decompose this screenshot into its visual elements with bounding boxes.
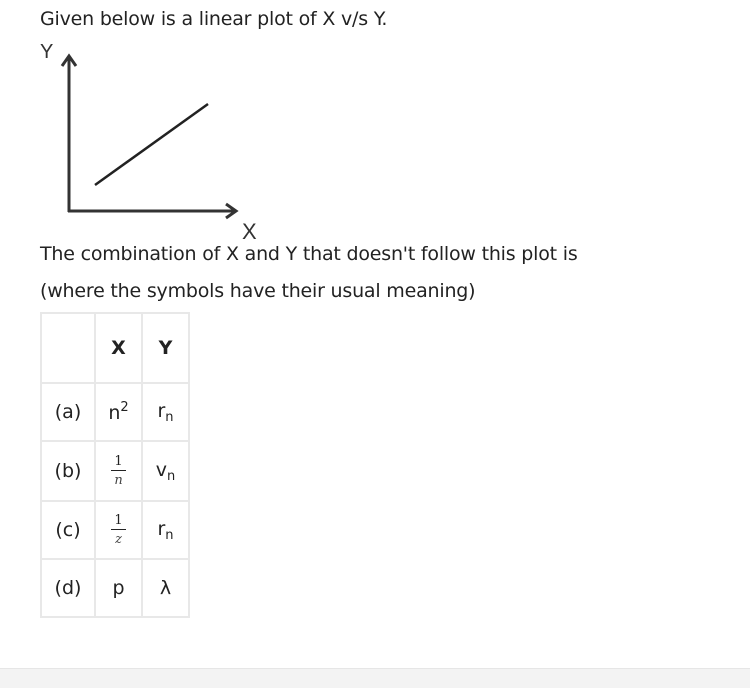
options-table [40,312,190,618]
footer-bar [0,668,750,688]
fraction [111,514,125,546]
option-label: (a) [41,383,95,441]
y-value: λ [142,559,189,617]
table-row-a [41,383,189,441]
y-subscript: n [167,468,176,484]
denominator: z [115,532,122,547]
numerator: 1 [111,514,125,530]
x-superscript: 2 [120,400,129,415]
x-axis-label: X [242,219,257,244]
y-base: r [157,517,166,540]
y-value [142,441,189,501]
y-base: r [157,399,166,422]
x-value [95,383,142,441]
question-intro: Given below is a linear plot of X v/s Y. [40,8,388,30]
table-header-row [41,313,189,383]
x-base: n [108,402,121,424]
option-label: (d) [41,559,95,617]
y-base: v [155,458,167,481]
table-row-d [41,559,189,617]
y-value [142,501,189,559]
option-label: (c) [41,501,95,559]
header-y: Y [142,313,189,383]
header-option [41,313,95,383]
linear-plot-diagram [36,34,266,244]
x-value [95,441,142,501]
table-row-b [41,441,189,501]
table-row-c [41,501,189,559]
x-value [95,501,142,559]
y-subscript: n [165,527,174,543]
header-x: X [95,313,142,383]
question-line2: (where the symbols have their usual meaning) [40,280,476,302]
x-value: p [95,559,142,617]
denominator: n [114,473,123,488]
y-value [142,383,189,441]
option-label: (b) [41,441,95,501]
fraction [111,455,125,487]
y-subscript: n [165,409,174,425]
question-line1: The combination of X and Y that doesn't follow this plot is [40,243,578,265]
numerator: 1 [111,455,125,471]
y-axis-label: Y [40,41,54,63]
plot-line [95,104,208,185]
